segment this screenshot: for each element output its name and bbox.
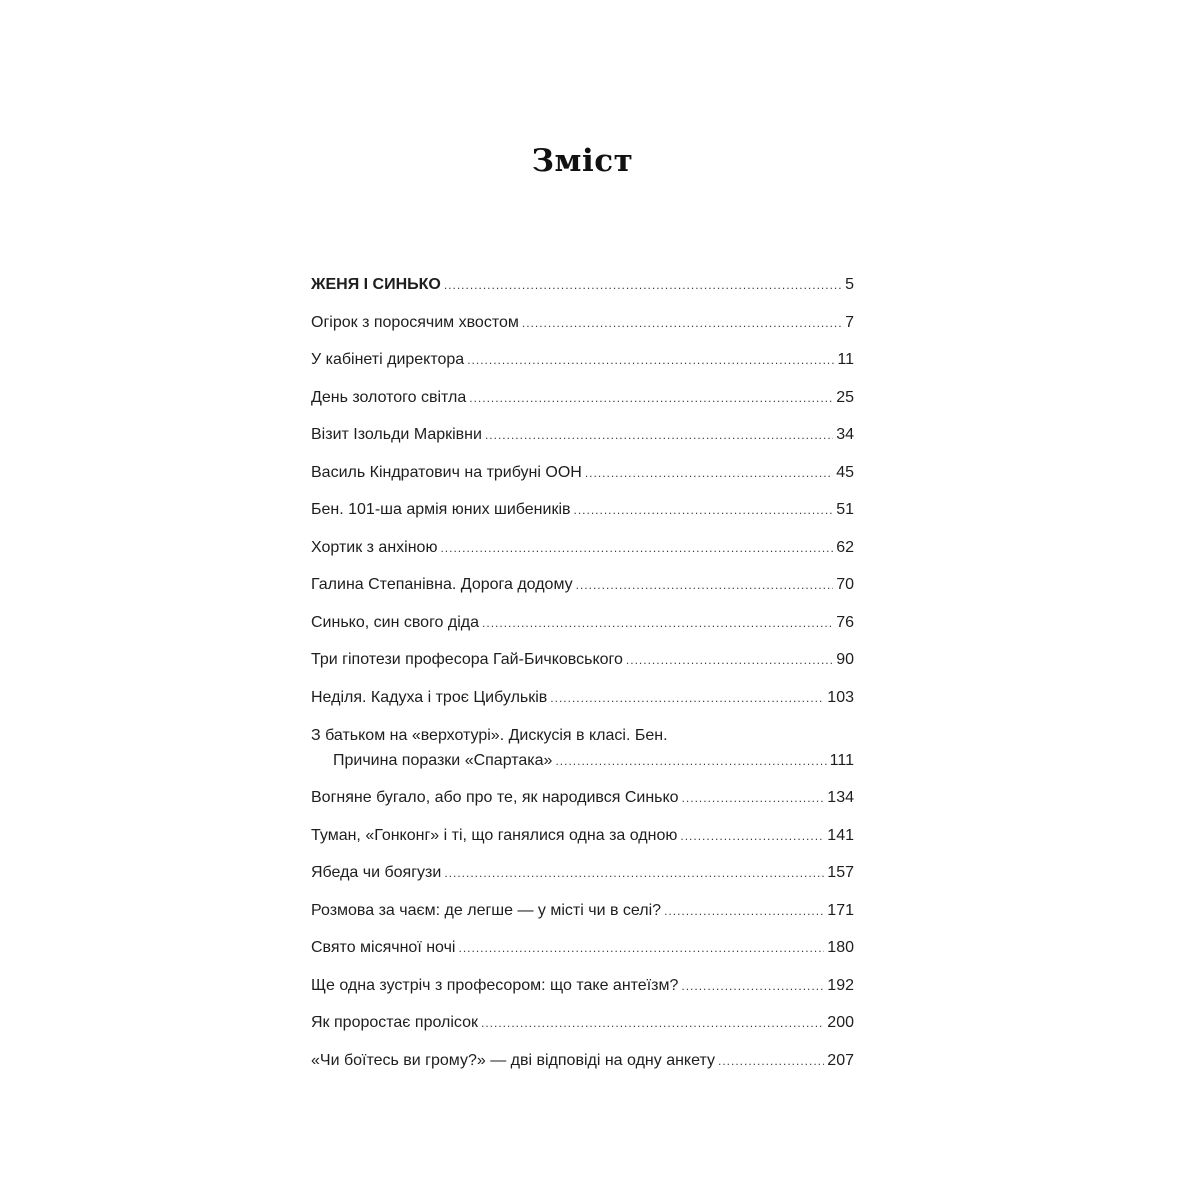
toc-entry-title: Василь Кіндратович на трибуні ООН xyxy=(311,464,582,481)
toc-entry-page: 207 xyxy=(827,1052,854,1069)
toc-entry-page: 103 xyxy=(827,689,854,706)
toc-entry xyxy=(311,538,854,558)
toc-entry-page: 157 xyxy=(827,864,854,881)
toc-entry xyxy=(311,388,854,408)
toc-entry-page: 7 xyxy=(845,314,854,331)
toc-entry-page: 192 xyxy=(827,977,854,994)
dot-leader xyxy=(458,938,824,958)
toc-entry-page: 200 xyxy=(827,1014,854,1031)
toc-entry-page: 70 xyxy=(836,576,854,593)
toc-entry xyxy=(311,500,854,520)
toc-entry xyxy=(311,826,854,846)
toc-entry-title: Неділя. Кадуха і троє Цибульків xyxy=(311,689,548,706)
toc-entry xyxy=(311,275,854,295)
toc-entry-title: Огірок з поросячим хвостом xyxy=(311,314,519,331)
dot-leader xyxy=(444,863,824,883)
toc-entry xyxy=(311,463,854,483)
toc-entry-page: 5 xyxy=(845,276,854,293)
toc-entry xyxy=(311,1051,854,1071)
toc-entry-page: 111 xyxy=(829,752,854,769)
toc-entry-page: 11 xyxy=(837,351,854,368)
dot-leader xyxy=(482,613,833,633)
toc-entry-title: Свято місячної ночі xyxy=(311,939,456,956)
toc-entry-page: 34 xyxy=(836,426,854,443)
toc-entry xyxy=(311,313,854,333)
toc-entry-page: 171 xyxy=(827,902,854,919)
toc-entry-title: Вогняне бугало, або про те, як народився Синько xyxy=(311,789,679,806)
dot-leader xyxy=(469,388,833,408)
toc-entry-multiline xyxy=(311,726,854,771)
toc-entry xyxy=(311,788,854,808)
toc-entry-title: Три гіпотези професора Гай-Бичковського xyxy=(311,651,623,668)
toc-entry-title: Як проростає пролісок xyxy=(311,1014,478,1031)
toc-entry-title: Ще одна зустріч з професором: що таке антеїзм? xyxy=(311,977,679,994)
toc-entry xyxy=(311,938,854,958)
dot-leader xyxy=(485,425,833,445)
toc-entry-page: 90 xyxy=(836,651,854,668)
dot-leader xyxy=(481,1013,824,1033)
toc-entry-title: Галина Степанівна. Дорога додому xyxy=(311,576,573,593)
toc-entry-page: 51 xyxy=(836,501,854,518)
toc-entry xyxy=(311,575,854,595)
toc-entry-title: ЖЕНЯ І СИНЬКО xyxy=(311,276,441,293)
dot-leader xyxy=(576,575,834,595)
toc-entry-title: «Чи боїтесь ви грому?» — дві відповіді на одну анкету xyxy=(311,1052,715,1069)
dot-leader xyxy=(718,1051,824,1071)
dot-leader xyxy=(467,350,834,370)
toc-entry-title-continuation: Причина поразки «Спартака» xyxy=(333,752,553,769)
toc-entry xyxy=(311,976,854,996)
toc-entry-title: Туман, «Гонконг» і ті, що ганялися одна за одною xyxy=(311,827,678,844)
toc-entry-title: Візит Ізольди Марківни xyxy=(311,426,482,443)
toc-entry-page: 180 xyxy=(827,939,854,956)
dot-leader xyxy=(522,313,842,333)
toc-entry-title: Ябеда чи боягузи xyxy=(311,864,442,881)
dot-leader xyxy=(626,650,833,670)
toc-entry xyxy=(311,425,854,445)
dot-leader xyxy=(585,463,833,483)
toc-entry xyxy=(311,863,854,883)
toc-entry-title: Синько, син свого діда xyxy=(311,614,480,631)
toc-entry-title: Бен. 101-ша армія юних шибеників xyxy=(311,501,571,518)
toc-entry-page: 76 xyxy=(836,614,854,631)
toc-entry xyxy=(311,1013,854,1033)
dot-leader xyxy=(681,976,824,996)
toc-entry-title: З батьком на «верхотурі». Дискусія в класі. Бен. xyxy=(311,727,668,744)
dot-leader xyxy=(555,751,826,771)
toc-entry-page: 141 xyxy=(827,827,854,844)
dot-leader xyxy=(680,826,824,846)
dot-leader xyxy=(574,500,834,520)
dot-leader xyxy=(550,688,824,708)
toc-entry xyxy=(311,613,854,633)
toc-entry-page: 62 xyxy=(836,539,854,556)
toc-entry xyxy=(311,688,854,708)
dot-leader xyxy=(440,538,833,558)
page-title: Зміст xyxy=(531,143,634,179)
toc-entry-page: 134 xyxy=(827,789,854,806)
toc-entry xyxy=(311,901,854,921)
dot-leader xyxy=(664,901,824,921)
toc-entry xyxy=(311,350,854,370)
dot-leader xyxy=(444,275,842,295)
dot-leader xyxy=(682,788,825,808)
toc-entry-page: 45 xyxy=(836,464,854,481)
toc-entry-page: 25 xyxy=(836,389,854,406)
toc-entry-title: Хортик з анхіною xyxy=(311,539,438,556)
toc-entry xyxy=(311,650,854,670)
toc-entry-title: День золотого світла xyxy=(311,389,467,406)
toc-entry-title: Розмова за чаєм: де легше — у місті чи в селі? xyxy=(311,902,662,919)
toc-entry-title: У кабінеті директора xyxy=(311,351,465,368)
